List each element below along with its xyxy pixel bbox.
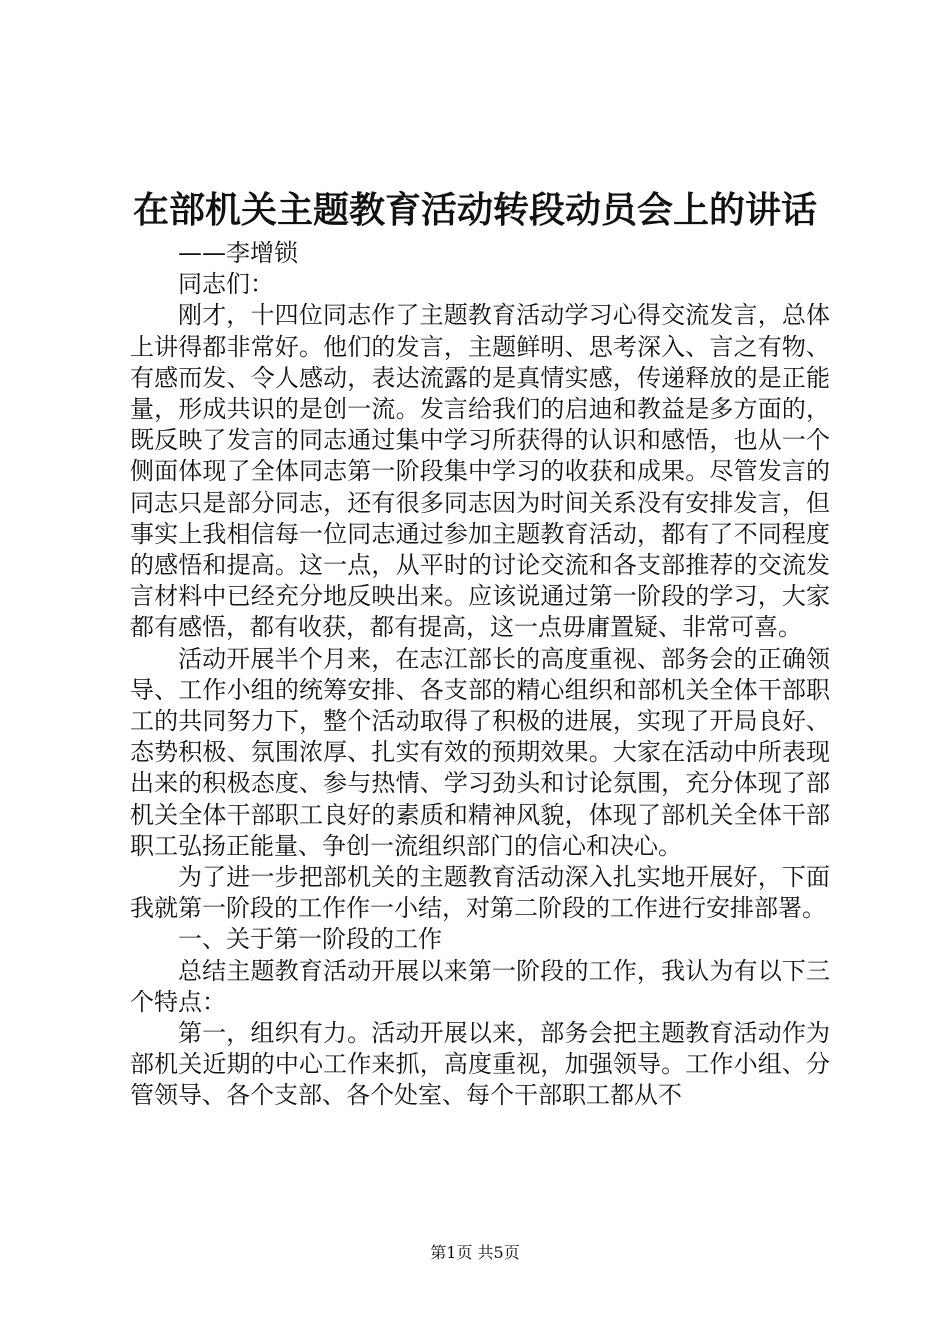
section-heading: 一、关于第一阶段的工作 — [178, 925, 442, 954]
salutation: 同志们： — [178, 270, 274, 299]
paragraph: 刚才，十四位同志作了主题教育活动学习心得交流发言，总体上讲得都非常好。他们的发言，主题鲜明、思考深入、言之有物、有感而发、令人感动，表达流露的是真情实感，传递释放的是正能量，形成共识的是创一流。发言给我们的启迪和教益是多方面的，既反映了发言的同志通过集中学习所获得的认识和感悟，也从一个侧面体现了全体同志第一阶段集中学习的收获和成果。尽管发言的同志只是部分同志，还有很多同志因为时间关系没有安排发言，但事实上我相信每一位同志通过参加主题教育活动，都有了不同程度的感悟和提高。这一点，从平时的讨论交流和各支部推荐的交流发言材料中已经充分地反映出来。应该说通过第一阶段的学习，大家都有感悟，都有收获，都有提高，这一点毋庸置疑、非常可喜。 — [130, 301, 830, 642]
paragraph: 第一，组织有力。活动开展以来，部务会把主题教育活动作为部机关近期的中心工作来抓，高度重视，加强领导。工作小组、分管领导、各个支部、各个处室、每个干部职工都从不 — [130, 1019, 830, 1110]
paragraph: 总结主题教育活动开展以来第一阶段的工作，我认为有以下三个特点： — [130, 956, 830, 1016]
page-number: 第1页 共5页 — [430, 1243, 520, 1262]
paragraph: 活动开展半个月来，在志江部长的高度重视、部务会的正确领导、工作小组的统筹安排、各支部的精心组织和部机关全体干部职工的共同努力下，整个活动取得了积极的进展，实现了开局良好、态势积极、氛围浓厚、扎实有效的预期效果。大家在活动中所表现出来的积极态度、参与热情、学习劲头和讨论氛围，充分体现了部机关全体干部职工良好的素质和精神风貌，体现了部机关全体干部职工弘扬正能量、争创一流组织部门的信心和决心。 — [130, 644, 830, 860]
document-body — [130, 238, 830, 1112]
document-title: 在部机关主题教育活动转段动员会上的讲话 — [132, 189, 817, 231]
author-line: ——李增锁 — [178, 239, 298, 267]
paragraph: 为了进一步把部机关的主题教育活动深入扎实地开展好，下面我就第一阶段的工作作一小结，对第二阶段的工作进行安排部署。 — [130, 863, 830, 923]
